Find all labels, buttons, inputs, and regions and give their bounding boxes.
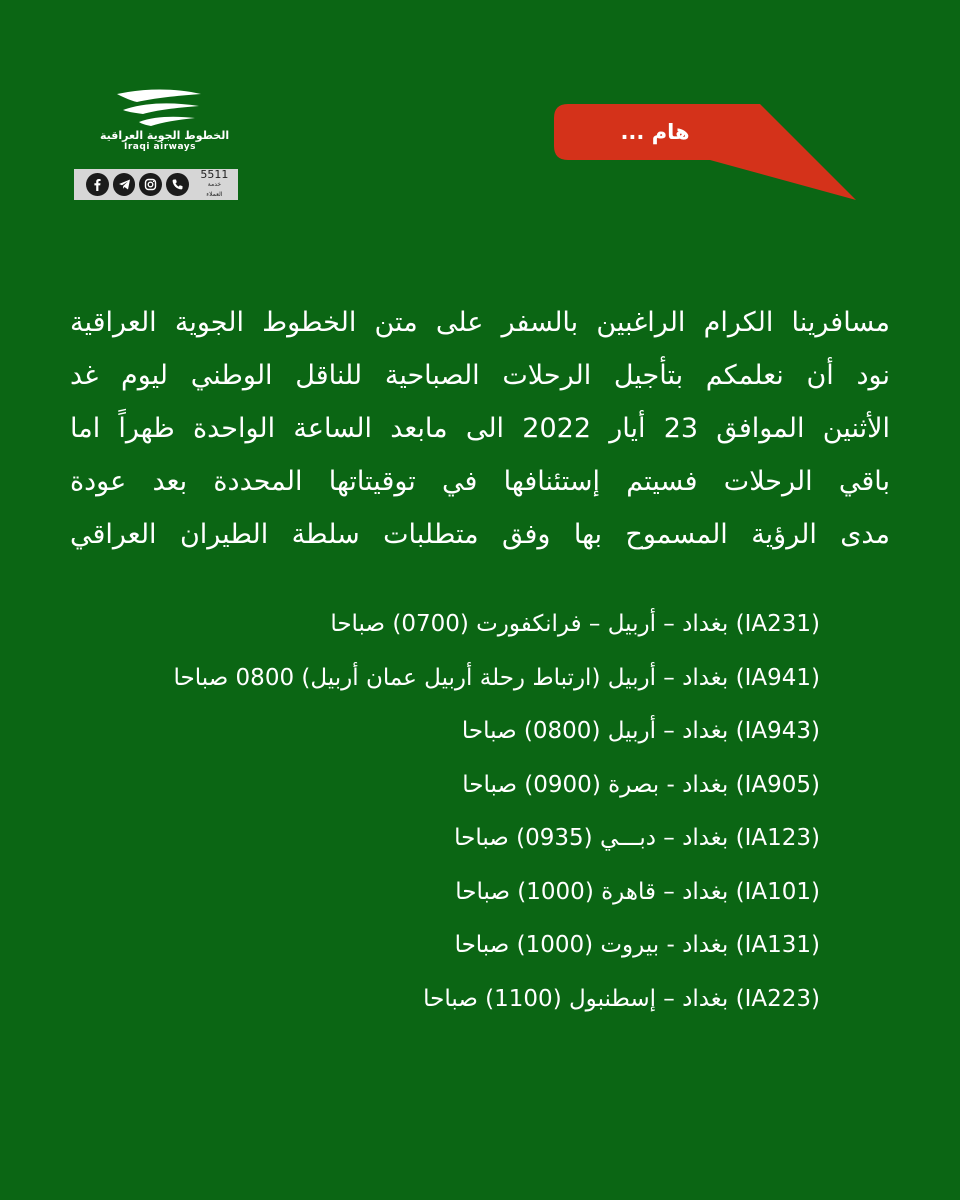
flight-item: (IA943) بغداد – أربيل (0800) صباحا: [461, 718, 820, 744]
telegram-icon[interactable]: [113, 173, 136, 196]
notice-paragraph: [70, 296, 890, 561]
contact-bar: [74, 169, 238, 200]
notice-line: الأثنين الموافق 23 أيار 2022 الى مابعد الساعة الواحدة ظهراً اما: [70, 413, 891, 444]
notice-line: مسافرينا الكرام الراغبين بالسفر على متن الخطوط الجوية العراقية: [70, 307, 890, 338]
flight-item: (IA231) بغداد – أربيل – فرانكفورت (0700) صباحا: [330, 611, 820, 637]
flight-item: (IA101) بغداد – قاهرة (1000) صباحا: [455, 878, 820, 905]
phone-icon[interactable]: [166, 173, 189, 196]
notice-line: باقي الرحلات فسيتم إستئنافها في توقيتاتها المحددة بعد عودة: [70, 466, 890, 497]
callout-label: هام ...: [620, 120, 690, 144]
notice-line: نود أن نعلمكم بتأجيل الرحلات الصباحية للناقل الوطني ليوم غد: [70, 360, 890, 391]
instagram-icon[interactable]: [139, 173, 162, 196]
iraqi-airways-logo: [100, 88, 230, 152]
flight-item: (IA905) بغداد - بصرة (0900) صباحا: [462, 771, 820, 798]
flight-list: [174, 604, 820, 1032]
flight-item: (IA941) بغداد – أربيل (ارتباط رحلة أربيل عمان أربيل) 0800 صباحا: [173, 664, 820, 691]
flight-item: (IA123) بغداد – دبـــي (0935) صباحا: [454, 825, 820, 851]
flight-item: (IA223) بغداد – إسطنبول (1100) صباحا: [423, 985, 820, 1012]
flight-item: (IA131) بغداد - بيروت (1000) صباحا: [454, 932, 820, 958]
important-callout: [550, 102, 860, 202]
hotline[interactable]: [199, 167, 230, 200]
notice-line: مدى الرؤية المسموح بها وفق متطلبات سلطة الطيران العراقي: [70, 519, 890, 550]
brand-name-english: Iraqi airways: [124, 142, 196, 152]
facebook-icon[interactable]: [86, 173, 109, 196]
hotline-number: 5511: [200, 167, 229, 181]
bird-logo-icon: [115, 88, 205, 128]
brand-name-arabic: الخطوط الجوية العراقية: [100, 129, 230, 142]
hotline-label: خدمة العملاء: [206, 180, 223, 198]
